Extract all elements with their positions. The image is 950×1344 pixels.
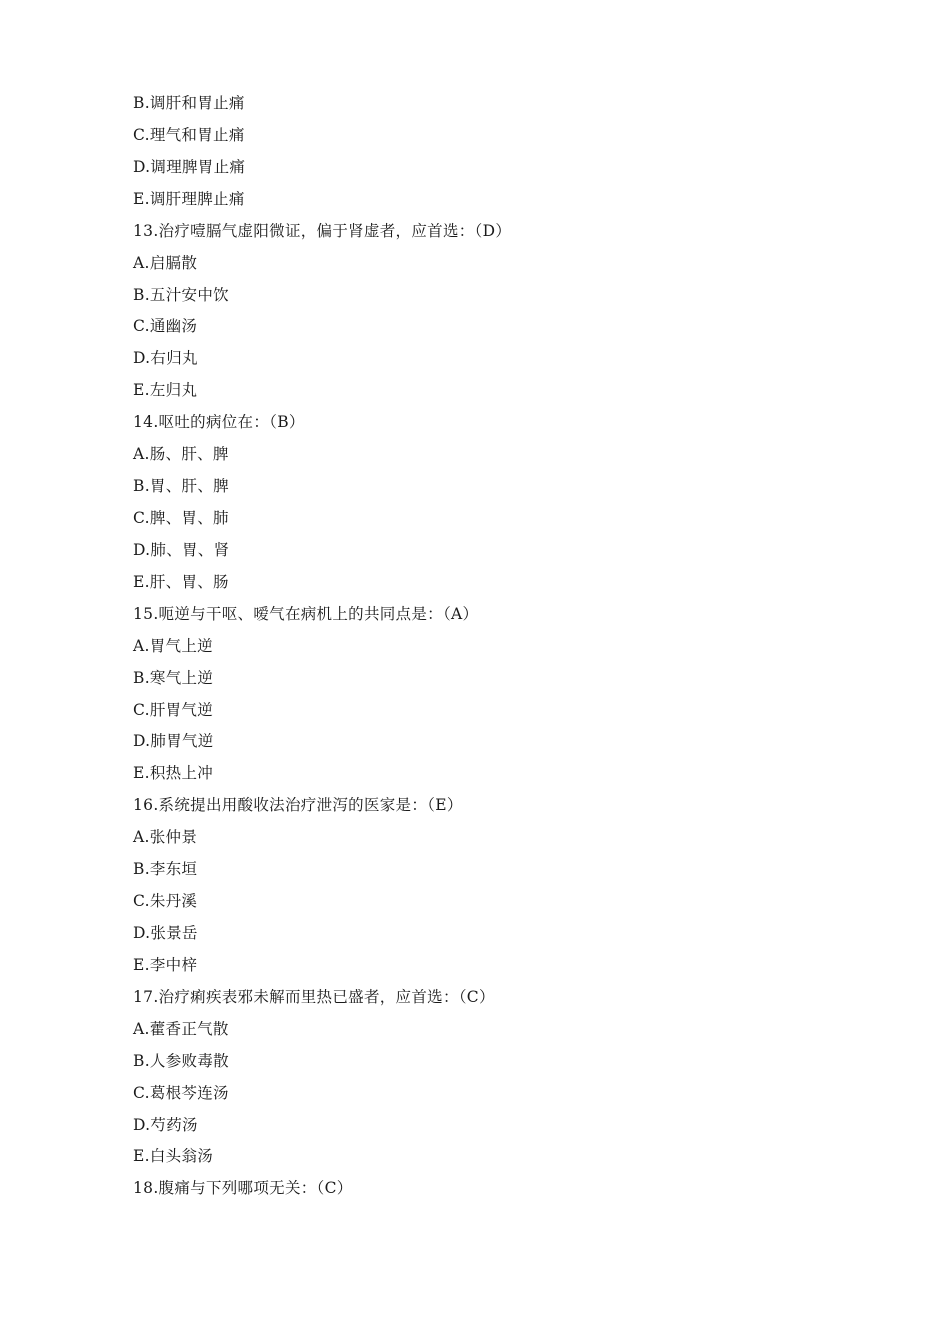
option-b-line: B.李东垣 bbox=[133, 860, 198, 879]
option-b-line: B.调肝和胃止痛 bbox=[133, 94, 245, 112]
option-a-line: A.肠、肝、脾 bbox=[133, 445, 229, 464]
option-d-line: D.右归丸 bbox=[133, 349, 198, 368]
option-e-line: E.肝、胃、肠 bbox=[133, 572, 229, 591]
option-b-line: B.人参败毒散 bbox=[133, 1051, 229, 1070]
option-a-line: A.张仲景 bbox=[133, 828, 198, 847]
option-d-line: D.肺、胃、肾 bbox=[133, 540, 230, 559]
option-c-line: C.葛根芩连汤 bbox=[133, 1083, 229, 1102]
question-16: 16.系统提出用酸收法治疗泄泻的医家是：（E） bbox=[133, 796, 463, 815]
option-b-line: B.胃、肝、脾 bbox=[133, 477, 229, 496]
option-d-line: D.肺胃气逆 bbox=[133, 732, 214, 751]
option-d-line: D.芍药汤 bbox=[133, 1115, 198, 1134]
option-a-line: A.胃气上逆 bbox=[133, 636, 213, 655]
option-c-line: C.通幽汤 bbox=[133, 317, 198, 336]
question-17: 17.治疗痢疾表邪未解而里热已盛者，应首选：（C） bbox=[133, 987, 495, 1006]
option-a-line: A.启膈散 bbox=[133, 253, 198, 272]
option-a-line: A.藿香正气散 bbox=[133, 1019, 229, 1038]
option-e-line: E.积热上冲 bbox=[133, 764, 214, 783]
option-b-line: B.五汁安中饮 bbox=[133, 285, 229, 304]
option-c-line: C.肝胃气逆 bbox=[133, 700, 214, 719]
option-e-line: E.左归丸 bbox=[133, 381, 198, 400]
option-e-line: E.白头翁汤 bbox=[133, 1147, 214, 1166]
option-e-line: E.李中梓 bbox=[133, 955, 198, 974]
option-e-line: E.调肝理脾止痛 bbox=[133, 189, 245, 208]
option-d-line: D.张景岳 bbox=[133, 923, 198, 942]
question-15: 15.呃逆与干呕、嗳气在病机上的共同点是：（A） bbox=[133, 604, 479, 623]
option-c-line: C.脾、胃、肺 bbox=[133, 508, 229, 527]
question-13: 13.治疗噎膈气虚阳微证，偏于肾虚者，应首选：（D） bbox=[133, 221, 512, 240]
option-b-line: B.寒气上逆 bbox=[133, 668, 214, 687]
question-14: 14.呕吐的病位在：（B） bbox=[133, 413, 305, 432]
question-list bbox=[133, 88, 833, 1205]
option-c-line: C.朱丹溪 bbox=[133, 892, 198, 911]
question-18: 18.腹痛与下列哪项无关：（C） bbox=[133, 1179, 353, 1198]
option-c-line: C.理气和胃止痛 bbox=[133, 125, 245, 144]
option-d-line: D.调理脾胃止痛 bbox=[133, 157, 246, 176]
